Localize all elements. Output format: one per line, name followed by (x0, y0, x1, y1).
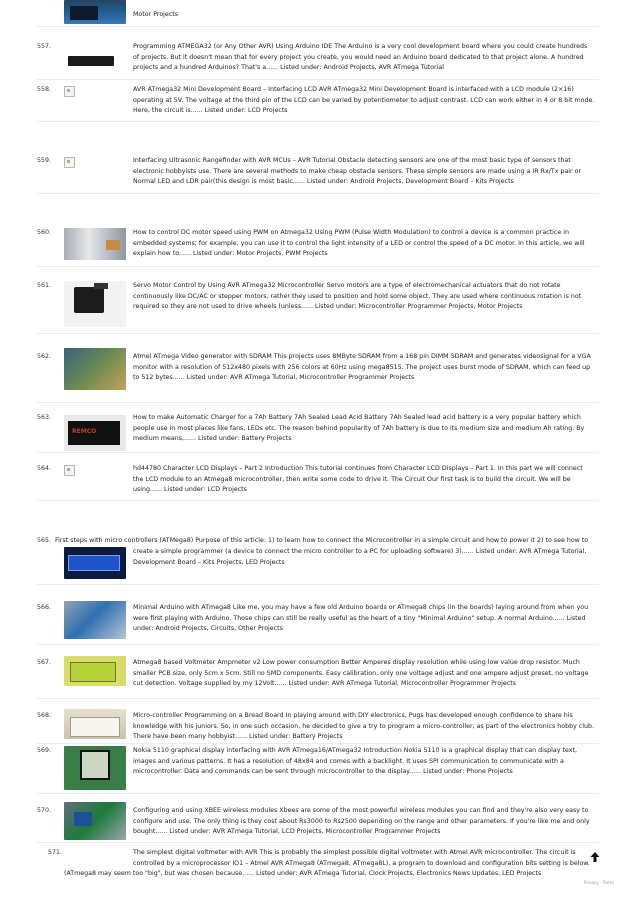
item-text: How to make Automatic Charger for a 7Ah Battery 7Ah Sealed Lead Acid Battery 7Ah Sealed lead acid battery is a very popular battery which people use in most places like fans, LEDs etc. The reason behind popularity of 7Ah battery is due to its medium size and medium Ah rating. By medium means,...... Listed under: Battery Projects (133, 414, 585, 443)
divider (37, 842, 599, 843)
item-text: Minimal Arduino with ATmega8 Like me, you may have a few old Arduino boards or ATmega8 chips (in the boards) laying around from when you were first playing with Arduino. Those chips can still be really useful as the heart of a tiny "Minimal Arduino" setup. A normal Arduino...... Listed under: Android Projects, Circuits, Other Projects (133, 604, 589, 633)
item-number: 570. (37, 807, 52, 814)
item-text-first-line: First steps with micro controllers (ATMega8) Purpose of this article: 1) to learn how to connect the Microcontroller in a simple circuit and how to power it 2) to see how to (55, 537, 589, 544)
video-generator-thumbnail[interactable] (64, 348, 126, 390)
item-text: Atmega8 based Voltmeter Ampmeter v2 Low power consumption Better Amperes display resolution while using low value drop resistor. Much smaller PCB size, only 5cm x 5cm. Still no SMD components. Easy calibration, only one voltage adjust and one ampere adjust preset, no voltage cut detection. Voltage supplied by my 12Volt...... Listed under: AVR ATmega Tutorial, Microcontroller Programmer Projects (133, 659, 589, 688)
scroll-to-top-button[interactable] (590, 852, 600, 862)
broken-image-icon[interactable] (64, 86, 75, 97)
item-number: 561. (37, 282, 52, 289)
item-number: 562. (37, 353, 52, 360)
dc-motor-thumbnail[interactable] (64, 228, 126, 260)
item-number: 569. (37, 747, 52, 754)
xbee-module-thumbnail[interactable] (64, 802, 126, 840)
divider (37, 333, 599, 334)
item-text: AVR ATmega32 Mini Development Board – Interfacing LCD AVR ATmega32 Mini Development Board is interfaced with a LCD module (2×16) operating at 5V. The voltage at the third pin of the LCD can be varied by potentiometer to adjust contrast. LCD can work either in 4 or 8 bit mode. Here, the circuit is...... Listed under: LCD Projects (133, 86, 595, 115)
item-number: 567. (37, 659, 52, 666)
battery-thumbnail[interactable] (64, 415, 126, 451)
item-text: The simplest digital voltmeter with AVR This is probably the simplest possible digital voltmeter with Atmel AVR microcontroller. The circuit is controlled by a microprocessor IO1 – Atmel AVR ATmega8 (ATmega8, ATmega8L), a program to download and configuration bits setting is below. (133, 849, 590, 867)
divider (37, 193, 599, 194)
divider (37, 644, 599, 645)
item-number: 564. (37, 465, 52, 472)
atmega-chip-thumbnail[interactable] (64, 46, 126, 72)
divider (37, 26, 599, 27)
item-text: Configuring and using XBEE wireless modules Xbees are some of the most powerful wireless modules you can find and they're also very easy to configure and use. The only thing is they cost about Rs3000 to Rs2500 depending on the range and other parameters. If you're like me and only bought...... Listed under: AVR ATmega Tutorial, LCD Projects, Microcontroller Programmer Projects (133, 807, 590, 836)
item-number: 559. (37, 157, 52, 164)
divider (37, 121, 599, 122)
footer-links[interactable]: Privacy - Terms (584, 880, 615, 885)
breadboard-thumbnail[interactable] (64, 709, 126, 739)
item-text: Motor Projects (133, 11, 179, 18)
nokia-display-thumbnail[interactable] (64, 746, 126, 790)
divider (37, 402, 599, 403)
item-text: How to control DC motor speed using PWM on Atmega32 Using PWM (Pulse Width Modulation) to control a device is a common practice in embedded systems; for example, you can use it to control the light intensity of a LED or control the speed of a DC motor. In this article, we will explain how to...... Listed under: Motor Projects, PWM Projects (133, 229, 585, 258)
item-text-last-line: (ATmega8 may seem too "big", but was chosen because...... Listed under: AVR ATmega Tutorial, Clock Projects, Electronics News Updates, LED Projects (64, 870, 542, 877)
broken-image-icon[interactable] (64, 157, 75, 168)
divider (37, 500, 599, 501)
divider (37, 743, 599, 744)
divider (37, 584, 599, 585)
divider (37, 79, 599, 80)
item-number: 563. (37, 414, 52, 421)
item-text: Interfacing Ultrasonic Rangefinder with AVR MCUs – AVR Tutorial Obstacle detecting sensors are one of the most basic type of sensors that electronic hobbyists use. There are several methods to make cheap obstacle sensors. These simple sensors are made using a IR Rx/Tx pair or Normal LED and LDR pair(this design is most basic...... Listed under: Android Projects, Development Board – Kits Projects (133, 157, 582, 186)
servo-motor-thumbnail[interactable] (64, 281, 126, 327)
voltmeter-thumbnail[interactable] (64, 656, 126, 686)
arrow-up-icon (590, 852, 600, 862)
item-number: 560. (37, 229, 52, 236)
item-text: create a simple programmer (a device to connect the micro controller to a PC for uploading software) 3)...... Listed under: AVR ATmega Tutorial, Development Board – Kits Projects, LED Projects (133, 548, 587, 566)
item-text: Micro-controller Programming on a Bread Board In playing around with DIY electronics, Pugs has developed enough confidence to share his knowledge with his juniors. So, in one such occasion, he decided to give a try to program a micro-controller, as part of the electronics hobby club. There have been many hobbyist...... Listed under: Battery Projects (133, 712, 595, 741)
arduino-board-thumbnail[interactable] (64, 601, 126, 639)
divider (37, 793, 599, 794)
divider (37, 266, 599, 267)
item-number: 571. (48, 849, 63, 856)
divider (37, 698, 599, 699)
item-text: Nokia 5110 graphical display interfacing with AVR ATmega16/ATmega32 Introduction Nokia 5110 is a graphical display that can display text, images and various patterns. It has a resolution of 48x84 and comes with a backlight. It uses SPI communication to communicate with a microcontroller. Data and commands can be sent through microcontroller to the display...... Listed under: Phone Projects (133, 747, 577, 776)
item-number: 568. (37, 712, 52, 719)
divider (37, 452, 599, 453)
item-text: Atmel ATmega Video generator with SDRAM This projects uses 8MByte SDRAM from a 168 pin DIMM SDRAM and generates videosignal for a VGA monitor with a resolution of 512x480 pixels with 256 colors at 60Hz using mega8515. The project uses burst mode of SDRAM, which can feed up to 512 bytes...... Listed under: AVR ATmega Tutorial, Microcontroller Programmer Projects (133, 353, 591, 382)
item-text: Programming ATMEGA32 (or Any Other AVR) Using Arduino IDE The Arduino is a very cool development board where you could create hundreds of projects. But it doesn't mean that for every project you create, you would need an Arduino board dedicated to that project alone. A hundred projects and a hundred Arduinos? That's a...... Listed under: Android Projects, AVR ATmega Tutorial (133, 43, 588, 72)
lcd-display-thumbnail[interactable] (64, 547, 126, 579)
motor-board-thumbnail[interactable] (64, 0, 126, 24)
item-number: 566. (37, 604, 52, 611)
item-number: 557. (37, 43, 52, 50)
item-text: hd44780 Character LCD Displays – Part 2 Introduction This tutorial continues from Character LCD Displays – Part 1. In this part we will connect the LCD module to an Atmega8 microcontroller, then write some code to drive it. The Circuit Our first task is to build the circuit. We will be using...... Listed under: LCD Projects (133, 465, 583, 494)
item-number: 558. (37, 86, 52, 93)
item-number: 565. (37, 537, 52, 544)
item-text: Servo Motor Control by Using AVR ATmega32 Microcontroller Servo motors are a type of electromechanical actuators that do not rotate continuously like DC/AC or stepper motors, rather they used to position and hold some object. They are used where continuous rotation is not required so they are not used to drive wheels (unless...... Listed under: Microcontroller Programmer Projects, Motor Projects (133, 282, 582, 311)
broken-image-icon[interactable] (64, 465, 75, 476)
